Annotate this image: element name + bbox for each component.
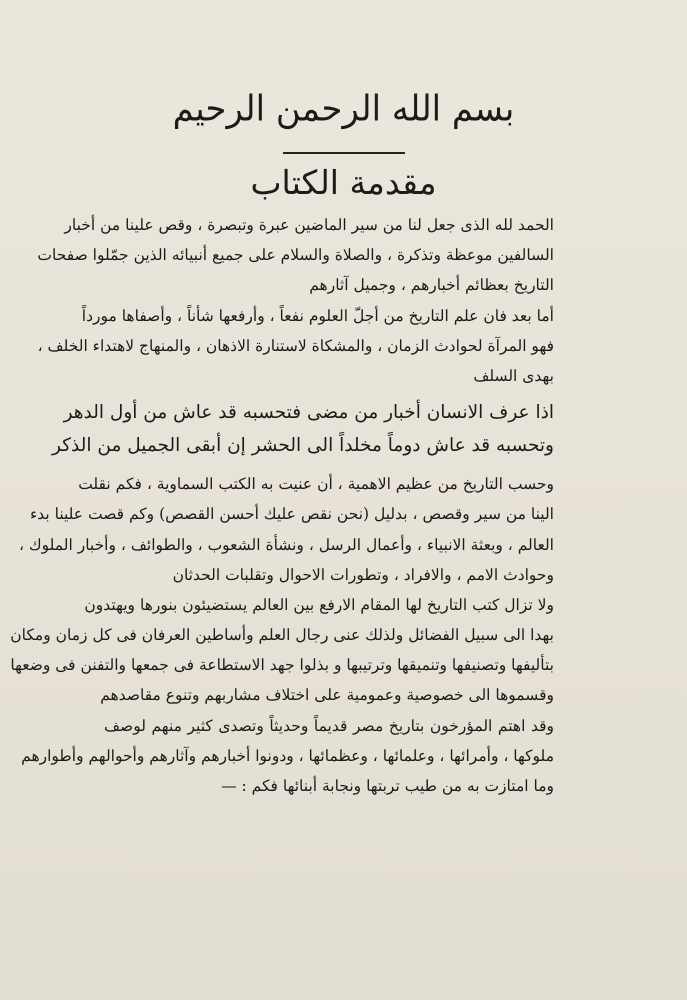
text-line: وحوادث الامم ، والافراد ، وتطورات الاحوال وتقلبات الحدثان: [172, 565, 554, 584]
text-line: ولا تزال كتب التاريخ لها المقام الارفع بين العالم يستضيئون بنورها ويهتدون: [84, 595, 554, 614]
text-line: التاريخ بعظائم أخبارهم ، وجميل آثارهم: [309, 276, 554, 295]
text-line: بتأليفها وتصنيفها وتنميقها وترتيبها و بذلوا جهد الاستطاعة فى جمعها والتفنن فى وضعها: [10, 656, 554, 675]
text-line: بهدا الى سبيل الفضائل ولذلك عنى رجال العلم وأساطين العرفان فى كل زمان ومكان: [10, 626, 554, 645]
text-line: ملوكها ، وأمرائها ، وعلمائها ، وعظمائها ، ودونوا أخبارهم وآثارهم وأحوالهم وأطوارهم: [21, 746, 554, 765]
title-divider: [283, 152, 405, 154]
text-line: وقسموها الى خصوصية وعمومية على اختلاف مشاربهم وتنوع مقاصدهم: [100, 686, 554, 705]
poem-verse: اذا عرف الانسان أخبار من مضى فتحسبه قد عاش من أول الدهر: [63, 402, 554, 424]
poem-verse: وتحسبه قد عاش دوماً مخلداً الى الحشر إن أبقى الجميل من الذكر: [52, 435, 554, 457]
text-line: الينا من سير وقصص ، بدليل (نحن نقص عليك أحسن القصص) وكم قصت علينا بدء: [29, 505, 554, 524]
text-line: وحسب التاريخ من عظيم الاهمية ، أن عنيت به الكتب السماوية ، فكم نقلت: [78, 475, 554, 494]
text-line: بهدى السلف: [473, 366, 554, 385]
chapter-title: مقدمة الكتاب: [250, 163, 437, 202]
text-line: الحمد لله الذى جعل لنا من سير الماضين عبرة وتبصرة ، وقص علينا من أخبار: [64, 216, 554, 234]
body-text: [10, 210, 554, 801]
text-line: فهو المرآة لحوادث الزمان ، والمشكاة لاستنارة الاذهان ، والمنهاج لاهتداء الخلف ،: [37, 336, 554, 355]
text-line: العالم ، وبعثة الانبياء ، وأعمال الرسل ، ونشأة الشعوب ، والطوائف ، وأخبار الملوك ،: [18, 535, 554, 554]
basmala-calligraphy: بسم الله الرحمن الرحيم: [172, 88, 515, 130]
text-line: وقد اهتم المؤرخون بتاريخ مصر قديماً وحديثاً وتصدى كثير منهم لوصف: [104, 716, 554, 735]
text-line: السالفين موعظة وتذكرة ، والصلاة والسلام على جميع أنبيائه الذين جمّلوا صفحات: [37, 246, 554, 265]
text-line: أما بعد فان علم التاريخ من أجلّ العلوم نفعاً ، وأرفعها شأناً ، وأصفاها مورداً: [81, 306, 554, 325]
text-line: وما امتازت به من طيب تربتها ونجابة أبنائها فكم : —: [221, 777, 554, 795]
